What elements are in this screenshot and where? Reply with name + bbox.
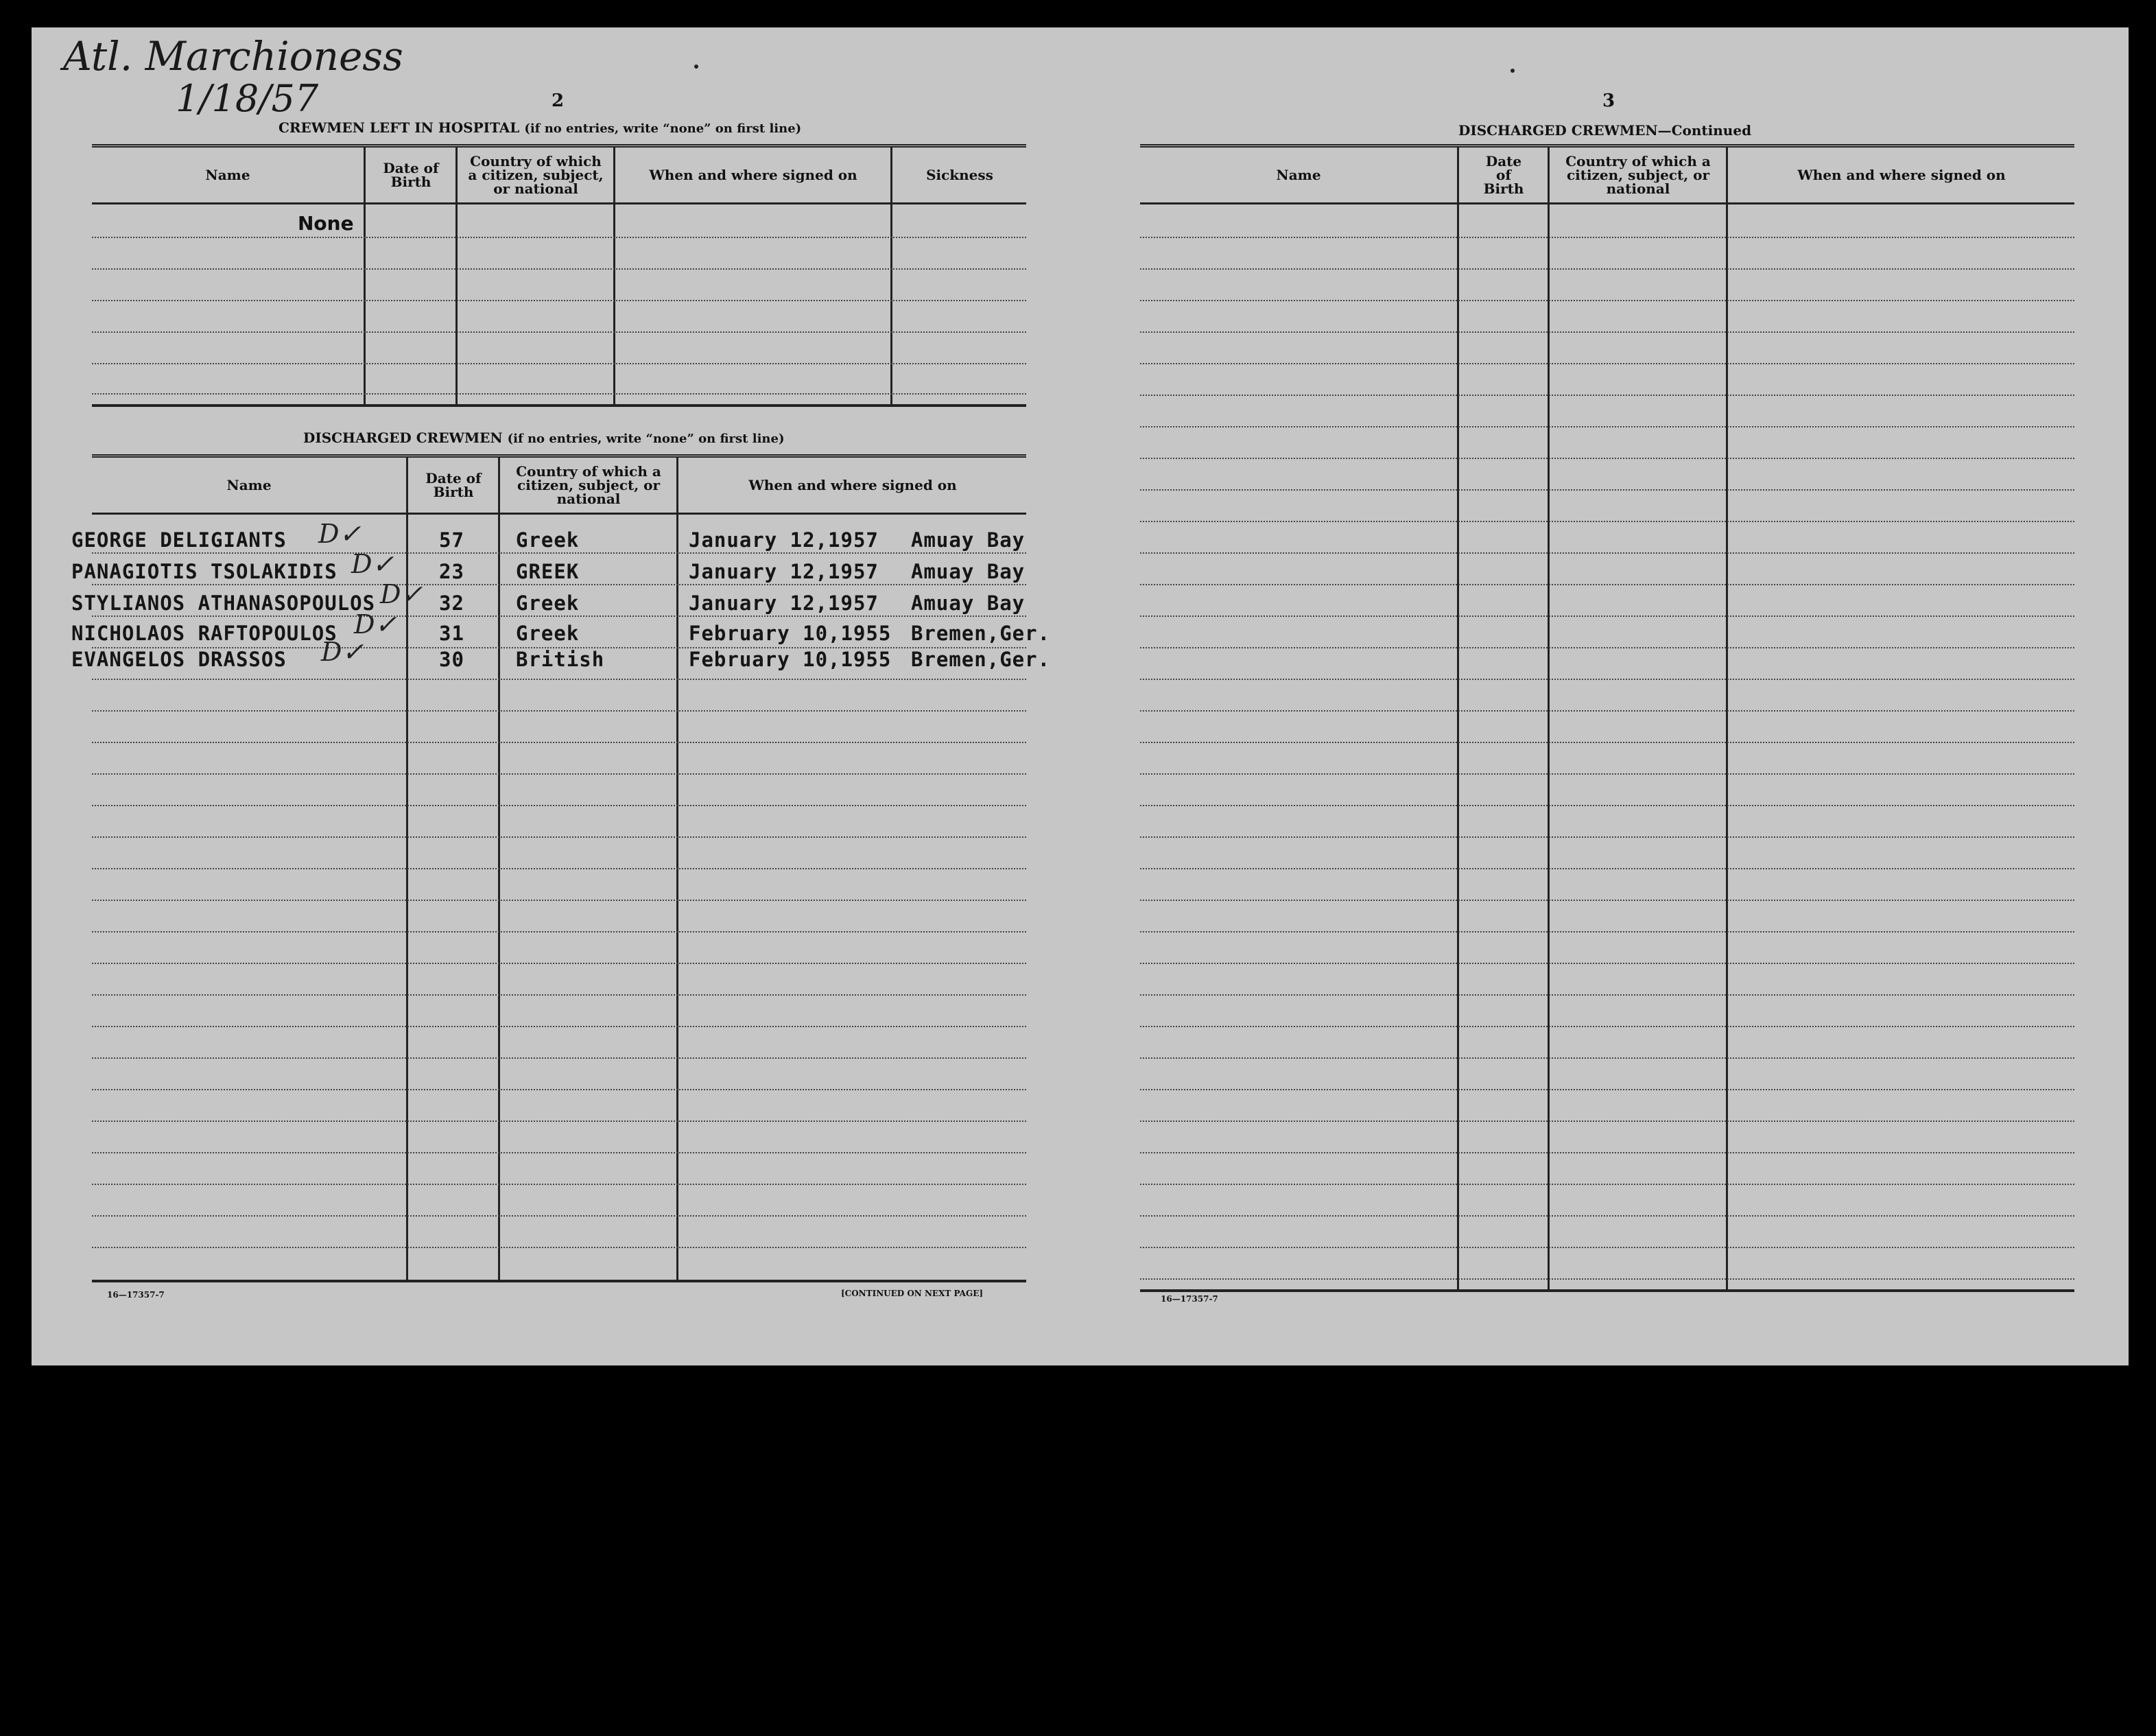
col-header-dob: Date of Birth — [425, 470, 482, 500]
entry-line — [1140, 773, 2074, 775]
entry-line — [92, 393, 1026, 395]
crew-country: Greek — [516, 528, 580, 552]
col-header-signed: When and where signed on — [748, 477, 957, 493]
entry-line — [1140, 237, 2074, 238]
crew-name: NICHOLAOS RAFTOPOULOS — [71, 622, 337, 645]
entry-line — [92, 679, 1026, 680]
crew-signed-date: January 12,1957 — [689, 560, 879, 583]
discharge-mark: D✓ — [351, 549, 394, 579]
crew-name: STYLIANOS ATHANASOPOULOS — [71, 591, 376, 615]
hospital-none-entry: None — [298, 212, 354, 235]
entry-line — [1140, 1057, 2074, 1059]
entry-line — [1140, 300, 2074, 301]
entry-line — [92, 994, 1026, 996]
hospital-instruction: (if no entries, write “none” on first line) — [524, 121, 802, 136]
entry-line — [92, 1026, 1026, 1027]
entry-line — [1140, 1089, 2074, 1090]
hole-punch-mark — [694, 64, 698, 69]
entry-line — [92, 1057, 1026, 1059]
entry-line — [92, 1215, 1026, 1217]
col-header-dob: Date of Birth — [383, 160, 439, 190]
entry-line — [92, 552, 1026, 554]
entry-line — [1140, 489, 2074, 491]
entry-line — [1140, 805, 2074, 806]
crew-name: EVANGELOS DRASSOS — [71, 648, 287, 671]
crew-signed-place: Bremen,Ger. — [911, 648, 1051, 671]
form-sheet — [32, 27, 2129, 1365]
entry-line — [1140, 900, 2074, 901]
entry-line — [92, 584, 1026, 585]
crew-country: British — [516, 648, 605, 671]
continued-table-header — [1140, 148, 2074, 204]
col-header-signed: When and where signed on — [1797, 167, 2006, 183]
entry-line — [1140, 710, 2074, 712]
entry-line — [92, 1152, 1026, 1153]
hole-punch-mark — [1511, 69, 1515, 73]
entry-line — [1140, 426, 2074, 427]
crew-dob: 30 — [439, 648, 464, 671]
column-divider — [613, 148, 615, 404]
ship-name-annotation: Atl. Marchioness — [63, 33, 403, 80]
entry-line — [92, 710, 1026, 712]
page-number-left: 2 — [552, 91, 565, 111]
discharge-mark: D✓ — [318, 519, 362, 549]
crew-dob: 32 — [439, 591, 464, 615]
crew-signed-date: January 12,1957 — [689, 528, 879, 552]
column-divider — [890, 148, 892, 404]
entry-line — [1140, 395, 2074, 396]
discharged-instruction: (if no entries, write “none” on first line) — [507, 432, 785, 446]
hospital-title-text: CREWMEN LEFT IN HOSPITAL — [279, 119, 520, 136]
col-header-country: Country of which a citizen, subject, or national — [516, 463, 661, 507]
crew-signed-place: Amuay Bay — [911, 560, 1026, 583]
discharged-title-text: DISCHARGED CREWMEN — [303, 430, 503, 446]
col-header-signed: When and where signed on — [649, 167, 857, 183]
date-annotation: 1/18/57 — [176, 77, 319, 120]
continued-note: [CONTINUED ON NEXT PAGE] — [841, 1289, 984, 1298]
entry-line — [92, 331, 1026, 333]
entry-line — [1140, 931, 2074, 932]
hospital-table-header — [92, 148, 1026, 204]
column-divider — [1457, 148, 1459, 1289]
crew-country: Greek — [516, 591, 580, 615]
column-divider — [455, 148, 458, 404]
entry-line — [1140, 1121, 2074, 1122]
entry-line — [92, 1184, 1026, 1185]
entry-line — [92, 963, 1026, 964]
entry-line — [1140, 458, 2074, 459]
discharge-mark: D✓ — [354, 609, 397, 640]
entry-line — [1140, 647, 2074, 648]
form-number-right: 16—17357-7 — [1161, 1294, 1218, 1304]
form-number-left: 16—17357-7 — [107, 1290, 165, 1300]
entry-line — [1140, 994, 2074, 996]
entry-line — [92, 773, 1026, 775]
crew-country: GREEK — [516, 560, 580, 583]
entry-line — [1140, 679, 2074, 680]
hospital-section-title — [279, 119, 801, 136]
crew-signed-date: January 12,1957 — [689, 591, 879, 615]
entry-line — [1140, 615, 2074, 617]
crew-signed-place: Amuay Bay — [911, 591, 1026, 615]
entry-line — [1140, 1184, 2074, 1185]
entry-line — [92, 836, 1026, 838]
entry-line — [92, 300, 1026, 301]
entry-line — [92, 742, 1026, 743]
page-number-right: 3 — [1602, 91, 1615, 111]
entry-line — [1140, 1278, 2074, 1280]
entry-line — [1140, 521, 2074, 522]
hospital-table — [92, 144, 1026, 407]
entry-line — [92, 1089, 1026, 1090]
entry-line — [1140, 1152, 2074, 1153]
right-section-title: DISCHARGED CREWMEN—Continued — [1458, 122, 1752, 139]
entry-line — [92, 1121, 1026, 1122]
entry-line — [1140, 836, 2074, 838]
entry-line — [1140, 742, 2074, 743]
entry-line — [1140, 868, 2074, 869]
crew-signed-place: Bremen,Ger. — [911, 622, 1051, 645]
column-divider — [364, 148, 366, 404]
discharged-table-header — [92, 458, 1026, 515]
col-header-name: Name — [1276, 167, 1321, 183]
entry-line — [92, 268, 1026, 270]
entry-line — [92, 363, 1026, 364]
entry-line — [1140, 963, 2074, 964]
entry-line — [92, 805, 1026, 806]
entry-line — [92, 868, 1026, 869]
crew-country: Greek — [516, 622, 580, 645]
entry-line — [92, 1247, 1026, 1248]
col-header-dob: Date of Birth — [1483, 153, 1524, 197]
entry-line — [1140, 1026, 2074, 1027]
entry-line — [92, 237, 1026, 238]
entry-line — [92, 900, 1026, 901]
crew-name: GEORGE DELIGIANTS — [71, 528, 287, 552]
crew-name: PANAGIOTIS TSOLAKIDIS — [71, 560, 337, 583]
col-header-country: Country of which a citizen, subject, or national — [1565, 153, 1711, 197]
discharged-continued-table — [1140, 144, 2074, 1292]
discharge-mark: D✓ — [321, 637, 364, 667]
column-divider — [1548, 148, 1550, 1289]
entry-line — [92, 931, 1026, 932]
crew-dob: 57 — [439, 528, 464, 552]
entry-line — [1140, 584, 2074, 585]
col-header-name: Name — [226, 477, 272, 493]
discharged-section-title — [303, 430, 784, 446]
entry-line — [1140, 1215, 2074, 1217]
col-header-sickness: Sickness — [926, 167, 993, 183]
col-header-country: Country of which a citizen, subject, or national — [468, 153, 604, 197]
column-divider — [1726, 148, 1728, 1289]
crew-signed-date: February 10,1955 — [689, 622, 892, 645]
entry-line — [1140, 1247, 2074, 1248]
col-header-name: Name — [205, 167, 250, 183]
discharge-mark: D✓ — [380, 579, 423, 609]
entry-line — [1140, 331, 2074, 333]
entry-line — [92, 615, 1026, 617]
entry-line — [1140, 268, 2074, 270]
entry-line — [1140, 363, 2074, 364]
entry-line — [1140, 552, 2074, 554]
crew-signed-place: Amuay Bay — [911, 528, 1026, 552]
crew-dob: 31 — [439, 622, 464, 645]
crew-dob: 23 — [439, 560, 464, 583]
crew-signed-date: February 10,1955 — [689, 648, 892, 671]
